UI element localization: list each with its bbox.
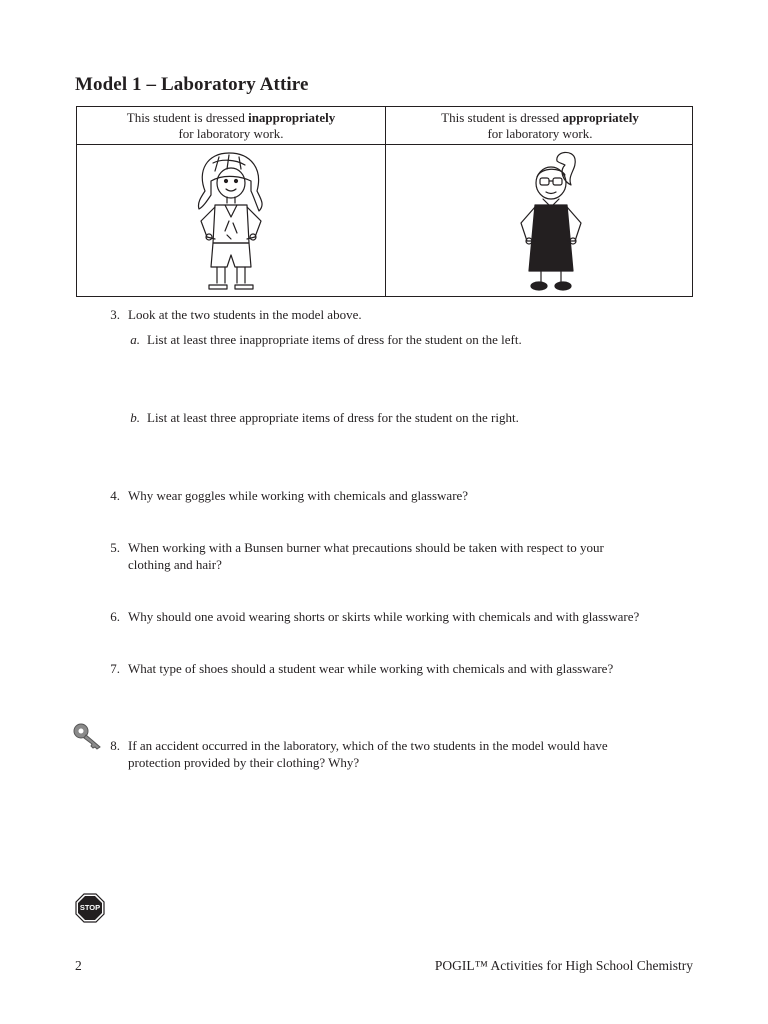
page-number: 2	[75, 958, 82, 973]
header-left-bold: inappropriately	[248, 110, 336, 125]
question-text: Why wear goggles while working with chemicals and glassware?	[128, 488, 469, 503]
question-text-line1: If an accident occurred in the laboratory, which of the two students in the model would have	[128, 738, 608, 753]
header-right-bold: appropriately	[562, 110, 639, 125]
header-left-line2: for laboratory work.	[178, 126, 284, 141]
header-left-pre: This student is dressed	[126, 110, 249, 125]
model-table	[76, 106, 693, 297]
table-divider-horizontal	[77, 144, 692, 145]
student-inappropriate-illustration	[185, 151, 275, 293]
header-inappropriate	[77, 110, 385, 142]
stop-sign-icon	[75, 893, 105, 923]
student-appropriate-illustration	[507, 151, 597, 293]
header-appropriate	[386, 110, 694, 142]
question-number: 8.	[110, 738, 120, 753]
book-title: POGIL™ Activities for High School Chemistry	[434, 958, 693, 973]
stop-sign-label: STOP	[79, 903, 101, 912]
header-right-line2: for laboratory work.	[487, 126, 593, 141]
question-number: 7.	[110, 661, 120, 676]
question-text-line1: When working with a Bunsen burner what precautions should be taken with respect to your	[128, 540, 604, 555]
question-text: Look at the two students in the model above.	[128, 307, 362, 322]
page-title: Model 1 – Laboratory Attire	[75, 74, 309, 95]
header-right-pre: This student is dressed	[441, 110, 563, 125]
question-letter: a.	[130, 332, 140, 347]
question-text: What type of shoes should a student wear while working with chemicals and with glassware?	[128, 661, 614, 676]
question-number: 6.	[110, 609, 120, 624]
question-text-line2: clothing and hair?	[128, 557, 222, 572]
question-text: Why should one avoid wearing shorts or skirts while working with chemicals and with glassware?	[128, 609, 640, 624]
question-number: 3.	[110, 307, 120, 322]
question-number: 4.	[110, 488, 120, 503]
question-text: List at least three inappropriate items of dress for the student on the left.	[147, 332, 522, 347]
question-letter: b.	[130, 410, 140, 425]
question-text-line2: protection provided by their clothing? Why?	[128, 755, 360, 770]
question-number: 5.	[110, 540, 120, 555]
question-text: List at least three appropriate items of dress for the student on the right.	[147, 410, 519, 425]
